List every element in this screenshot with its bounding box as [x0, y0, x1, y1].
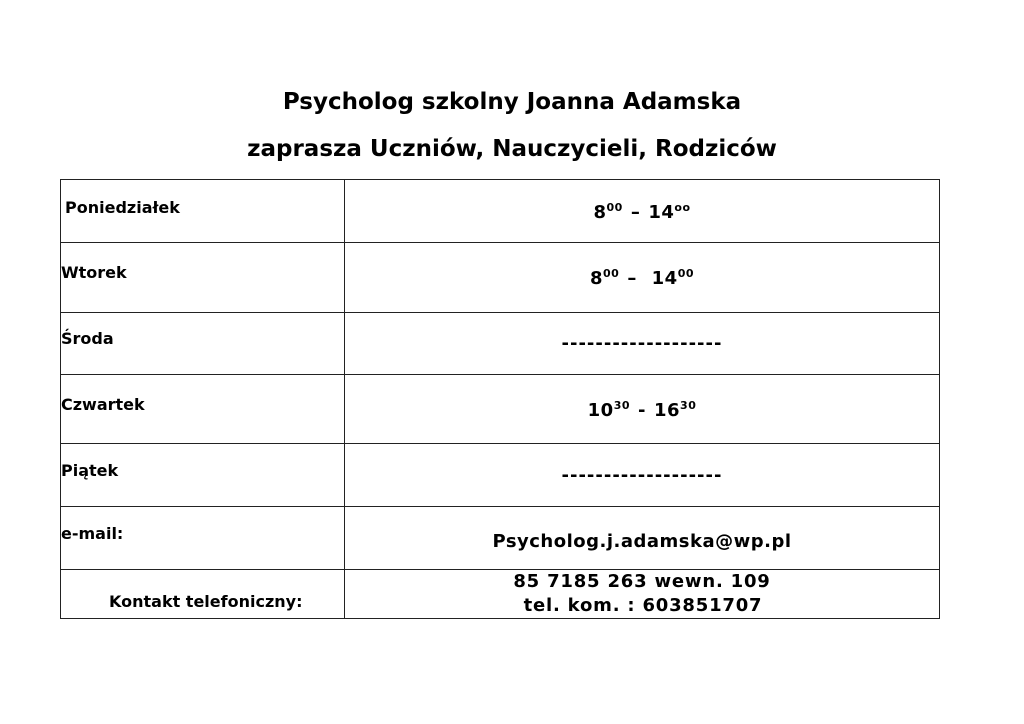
no-hours-placeholder: -------------------: [561, 333, 723, 354]
phone-number-mobile: tel. kom. : 603851707: [523, 595, 763, 616]
email-address: Psycholog.j.adamska@wp.pl: [492, 530, 792, 552]
day-label: Poniedziałek: [65, 197, 180, 217]
email-label: e-mail:: [61, 523, 124, 543]
table-row-tuesday: [61, 243, 940, 313]
table-row-friday: [61, 444, 940, 507]
office-hours: $8^{00} - 14^{00}$: [590, 267, 694, 289]
hours-cell: [345, 180, 940, 243]
no-hours-placeholder: -------------------: [561, 464, 723, 486]
page-subtitle: zaprasza Uczniów, Nauczycieli, Rodziców: [247, 136, 777, 162]
day-label: Wtorek: [61, 263, 127, 282]
hours-cell: [345, 375, 940, 444]
day-label-cell: [61, 313, 345, 375]
day-label: Środa: [61, 329, 114, 348]
schedule-table: [60, 179, 940, 619]
table-row-phone: [61, 570, 940, 619]
phone-label-cell: [61, 570, 345, 619]
phone-cell: [345, 570, 940, 619]
day-label-cell: [61, 444, 345, 507]
email-label-cell: [61, 507, 345, 570]
office-hours: $10^{30} - 16^{30}$: [587, 398, 697, 421]
office-hours: $8^{00} - 14^{oo}$: [593, 200, 691, 223]
phone-label: Kontakt telefoniczny:: [109, 591, 303, 611]
day-label-cell: [61, 375, 345, 444]
table-row-monday: [61, 180, 940, 243]
page-title: Psycholog szkolny Joanna Adamska: [282, 89, 742, 115]
email-cell: [345, 507, 940, 570]
day-label-cell: [61, 180, 345, 243]
hours-cell: [345, 313, 940, 375]
hours-cell: [345, 243, 940, 313]
phone-number-landline: 85 7185 263 wewn. 109: [513, 571, 771, 592]
day-label: Czwartek: [61, 394, 145, 414]
hours-cell: [345, 444, 940, 507]
table-row-email: [61, 507, 940, 570]
table-row-wednesday: [61, 313, 940, 375]
table-row-thursday: [61, 375, 940, 444]
day-label-cell: [61, 243, 345, 313]
day-label: Piątek: [61, 460, 119, 480]
